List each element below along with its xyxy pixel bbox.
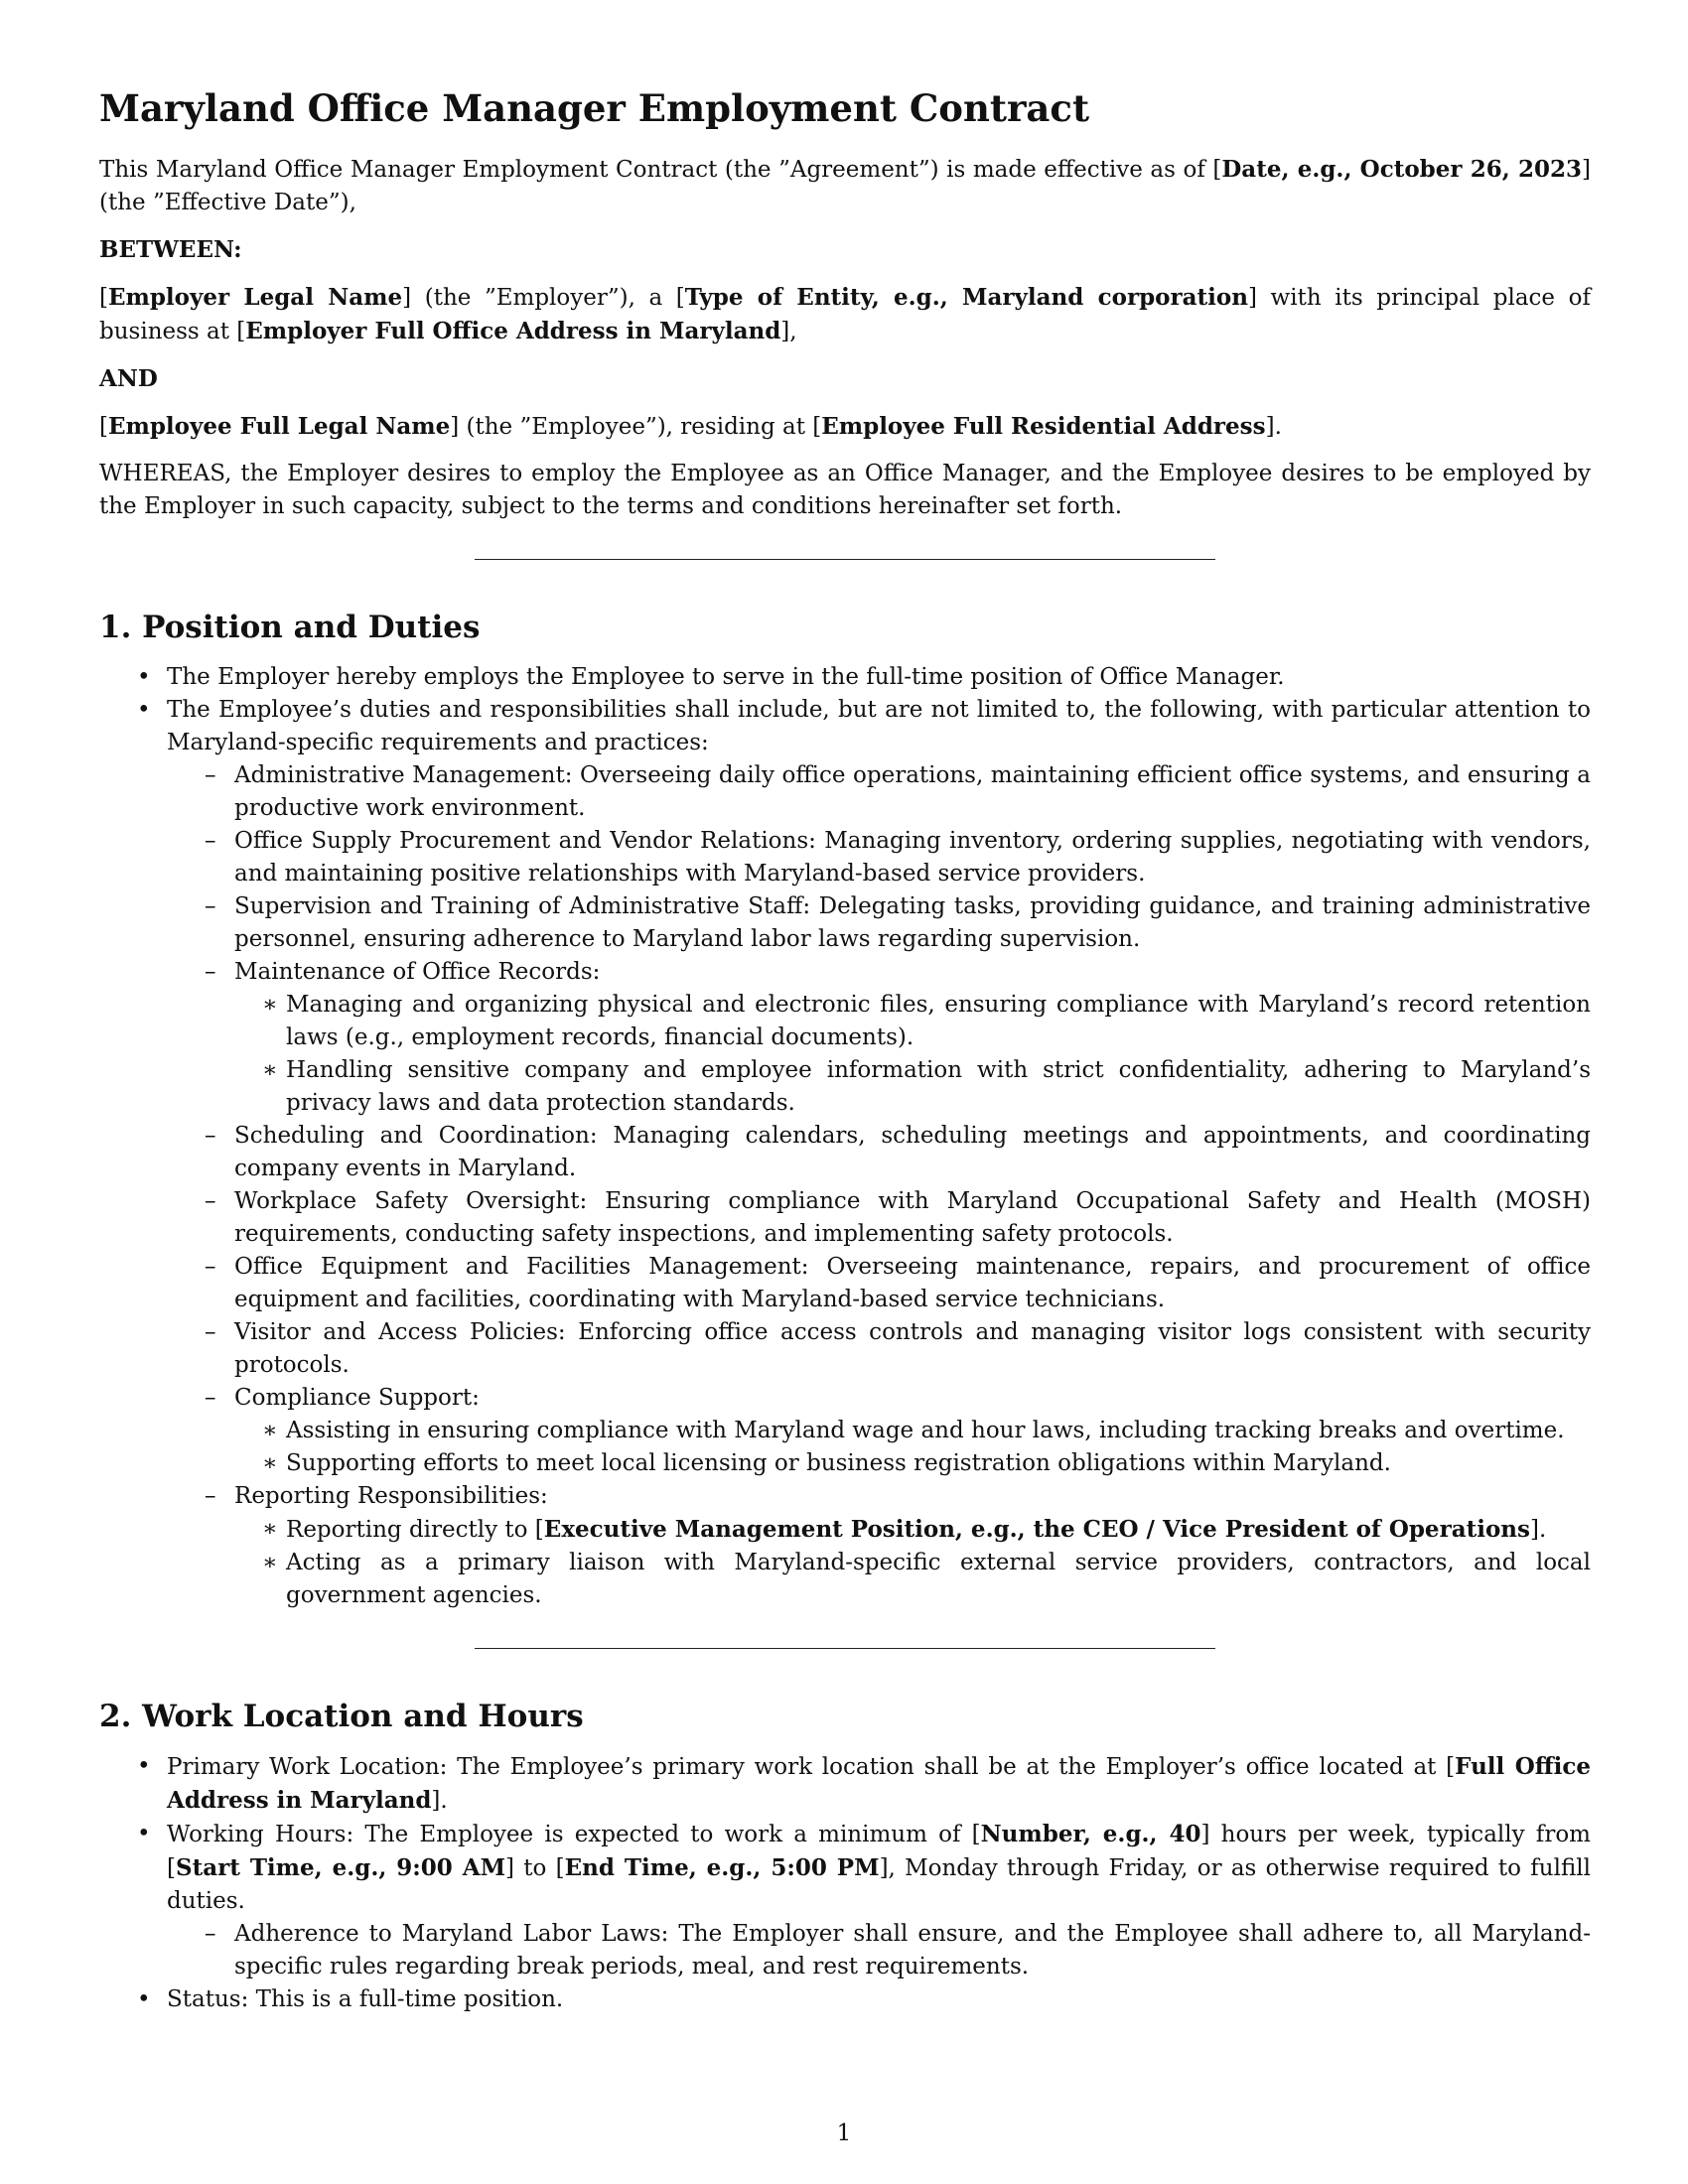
- list-item: • Primary Work Location: The Employee’s primary work location shall be at the Employer’s office located at [Full Office Address in Maryland].: [99, 1750, 1591, 1818]
- section-2-heading: 2. Work Location and Hours: [99, 1699, 584, 1734]
- compliance-sublist: [262, 1415, 1591, 1480]
- asterisk-icon: ∗: [262, 1450, 278, 1476]
- intro-text: This Maryland Office Manager Employment Contract (the ”Agreement”) is made effective as of [: [99, 157, 1222, 183]
- list-item: – Office Equipment and Facilities Management: Overseeing maintenance, repairs, and procurement of office equipment and facilities, coordinating with Maryland-based service technicians.: [171, 1251, 1591, 1316]
- employee-paragraph: [Employee Full Legal Name] (the ”Employee”), residing at [Employee Full Residential Address].: [99, 413, 1282, 440]
- dash-icon: –: [205, 893, 216, 919]
- section-2-list: [99, 1750, 1591, 2016]
- reporting-sublist: [262, 1513, 1591, 1612]
- dash-icon: –: [205, 1385, 216, 1411]
- asterisk-icon: ∗: [262, 1418, 278, 1443]
- duties-list: [205, 759, 1591, 1612]
- list-item: – Visitor and Access Policies: Enforcing office access controls and managing visitor logs consistent with security protocols.: [171, 1316, 1591, 1382]
- office-address-placeholder: Full Office Address in Maryland: [167, 1753, 1591, 1814]
- page-number: 1: [836, 2120, 852, 2146]
- employee-address-placeholder: Employee Full Residential Address: [821, 413, 1266, 440]
- list-item: – Compliance Support: ∗ Assisting in ensuring compliance with Maryland wage and hour laws, including tracking breaks and overtime. ∗ Supporting efforts to meet local licensing or business registration obligations within Maryland.: [171, 1382, 1591, 1480]
- dash-icon: –: [205, 1123, 216, 1149]
- intro-text: ] (the ”Effective Date”),: [99, 157, 1592, 215]
- hours-sublist: [205, 1918, 1591, 1983]
- document-title: Maryland Office Manager Employment Contract: [99, 86, 1090, 130]
- bullet-icon: •: [137, 697, 151, 723]
- list-item: • The Employee’s duties and responsibilities shall include, but are not limited to, the following, with particular attention to Maryland-specific requirements and practices: – Administrative Management: Overseeing daily office operations, maintaining efficient office systems, and ensuring a productive work environment. – Office Supply Procurement and Vendor Relations: Managing inventory, ordering supplies, negotiating with vendors, and maintaining positive relationships with Maryland-based service providers. – Supervision and Training of Administrative Staff: Delegating tasks, providing guidance, and training administrative personnel, ensuring adherence to Maryland labor laws regarding supervision. – Maintenance of Office Records: ∗ Managing and organizing physical and electronic files, ensuring compliance with Maryland’s record retention laws (e.g., employment records, financial documents). ∗ Handling sensitive company and employee information with strict confidentiality, adhering to Maryland’s privacy laws and data protection standards. – Scheduling and Coordination: Managing calendars, scheduling meetings and appointments, and coordinating company events in Maryland. – Workplace Safety Oversight: Ensuring compliance with Maryland Occupational Safety and Health (MOSH) requirements, conducting safety inspections, and implementing safety protocols. – Office Equipment and Facilities Management: Overseeing maintenance, repairs, and procurement of office equipment and facilities, coordinating with Maryland-based service technicians. – Visitor and Access Policies: Enforcing office access controls and managing visitor logs consistent with security protocols. – Compliance Support: ∗ Assisting in ensuring compliance with Maryland wage and hour laws, including tracking breaks and overtime. ∗ Supporting efforts to meet local licensing or business registration obligations within Maryland. – Reporting Responsibilities: ∗ Reporting directly to [Executive Management Position, e.g., the CEO / Vice President of Operations]. ∗ Acting as a primary liaison with Maryland-specific external service providers, contractors, and local government agencies.: [99, 694, 1591, 1612]
- executive-position-placeholder: Executive Management Position, e.g., the CEO / Vice President of Operations: [543, 1516, 1530, 1543]
- records-sublist: [262, 989, 1591, 1120]
- list-item: – Adherence to Maryland Labor Laws: The Employer shall ensure, and the Employee shall adhere to, all Maryland-specific rules regarding break periods, meal, and rest requirements.: [171, 1918, 1591, 1983]
- dash-icon: –: [205, 1483, 216, 1509]
- section-1-heading: 1. Position and Duties: [99, 610, 481, 645]
- list-item: – Maintenance of Office Records: ∗ Managing and organizing physical and electronic files, ensuring compliance with Maryland’s record retention laws (e.g., employment records, financial documents). ∗ Handling sensitive company and employee information with strict confidentiality, adhering to Maryland’s privacy laws and data protection standards.: [171, 956, 1591, 1120]
- list-item: – Workplace Safety Oversight: Ensuring compliance with Maryland Occupational Safety and Health (MOSH) requirements, conducting safety inspections, and implementing safety protocols.: [171, 1185, 1591, 1251]
- list-item: – Office Supply Procurement and Vendor Relations: Managing inventory, ordering supplies, negotiating with vendors, and maintaining positive relationships with Maryland-based service providers.: [171, 825, 1591, 890]
- bullet-icon: •: [137, 664, 151, 690]
- hours-number-placeholder: Number, e.g., 40: [980, 1821, 1201, 1847]
- list-item: • The Employer hereby employs the Employee to serve in the full-time position of Office Manager.: [99, 661, 1591, 694]
- list-item: – Reporting Responsibilities: ∗ Reporting directly to [Executive Management Position, e.g., the CEO / Vice President of Operations]. ∗ Acting as a primary liaison with Maryland-specific external service providers, contractors, and local government agencies.: [171, 1480, 1591, 1612]
- bullet-icon: •: [137, 1753, 151, 1779]
- list-item: ∗ Handling sensitive company and employee information with strict confidentiality, adhering to Maryland’s privacy laws and data protection standards.: [234, 1054, 1591, 1120]
- dash-icon: –: [205, 1921, 216, 1947]
- bullet-icon: •: [137, 1986, 151, 2012]
- list-item: ∗ Assisting in ensuring compliance with Maryland wage and hour laws, including tracking breaks and overtime.: [234, 1415, 1591, 1447]
- list-item: ∗ Acting as a primary liaison with Maryland-specific external service providers, contractors, and local government agencies.: [234, 1547, 1591, 1612]
- dash-icon: –: [205, 1319, 216, 1345]
- dash-icon: –: [205, 762, 216, 788]
- section-divider: [475, 559, 1215, 560]
- dash-icon: –: [205, 959, 216, 985]
- whereas-paragraph: WHEREAS, the Employer desires to employ the Employee as an Office Manager, and the Employee desires to be employed by the Employer in such capacity, subject to the terms and conditions hereinafter set forth.: [99, 461, 1591, 519]
- start-time-placeholder: Start Time, e.g., 9:00 AM: [175, 1854, 506, 1881]
- intro-paragraph: [99, 153, 1591, 219]
- section-divider: [475, 1648, 1215, 1649]
- asterisk-icon: ∗: [262, 1550, 278, 1575]
- dash-icon: –: [205, 1254, 216, 1280]
- effective-date-placeholder: Date, e.g., October 26, 2023: [1221, 156, 1583, 183]
- dash-icon: –: [205, 1188, 216, 1214]
- document-page: [99, 85, 1591, 2016]
- list-item: ∗ Managing and organizing physical and electronic files, ensuring compliance with Maryland’s record retention laws (e.g., employment records, financial documents).: [234, 989, 1591, 1054]
- dash-icon: –: [205, 828, 216, 854]
- asterisk-icon: ∗: [262, 992, 278, 1018]
- asterisk-icon: ∗: [262, 1516, 278, 1542]
- and-label: AND: [99, 365, 158, 392]
- end-time-placeholder: End Time, e.g., 5:00 PM: [564, 1854, 880, 1881]
- list-item: – Administrative Management: Overseeing daily office operations, maintaining efficient office systems, and ensuring a productive work environment.: [171, 759, 1591, 825]
- employer-address-placeholder: Employer Full Office Address in Maryland: [245, 318, 781, 344]
- list-item: – Scheduling and Coordination: Managing calendars, scheduling meetings and appointments, and coordinating company events in Maryland.: [171, 1120, 1591, 1185]
- list-item: • Working Hours: The Employee is expected to work a minimum of [Number, e.g., 40] hours per week, typically from [Start Time, e.g., 9:00 AM] to [End Time, e.g., 5:00 PM], Monday through Friday, or as otherwise required to fulfill duties. – Adherence to Maryland Labor Laws: The Employer shall ensure, and the Employee shall adhere to, all Maryland-specific rules regarding break periods, meal, and rest requirements.: [99, 1818, 1591, 1983]
- list-item: – Supervision and Training of Administrative Staff: Delegating tasks, providing guidance, and training administrative personnel, ensuring adherence to Maryland labor laws regarding supervision.: [171, 890, 1591, 956]
- bullet-icon: •: [137, 1821, 151, 1846]
- employee-name-placeholder: Employee Full Legal Name: [107, 413, 451, 440]
- list-item: • Status: This is a full-time position.: [99, 1983, 1591, 2016]
- employer-name-placeholder: Employer Legal Name: [107, 284, 403, 311]
- between-label: BETWEEN:: [99, 236, 242, 263]
- employer-paragraph: [Employer Legal Name] (the ”Employer”), a [Type of Entity, e.g., Maryland corporation] with its principal place of business at [Employer Full Office Address in Maryland],: [99, 284, 1591, 344]
- list-item: ∗ Reporting directly to [Executive Management Position, e.g., the CEO / Vice President of Operations].: [234, 1513, 1591, 1547]
- entity-type-placeholder: Type of Entity, e.g., Maryland corporation: [684, 284, 1248, 311]
- section-1-list: [99, 661, 1591, 1612]
- asterisk-icon: ∗: [262, 1057, 278, 1083]
- list-item: ∗ Supporting efforts to meet local licensing or business registration obligations within Maryland.: [234, 1447, 1591, 1480]
